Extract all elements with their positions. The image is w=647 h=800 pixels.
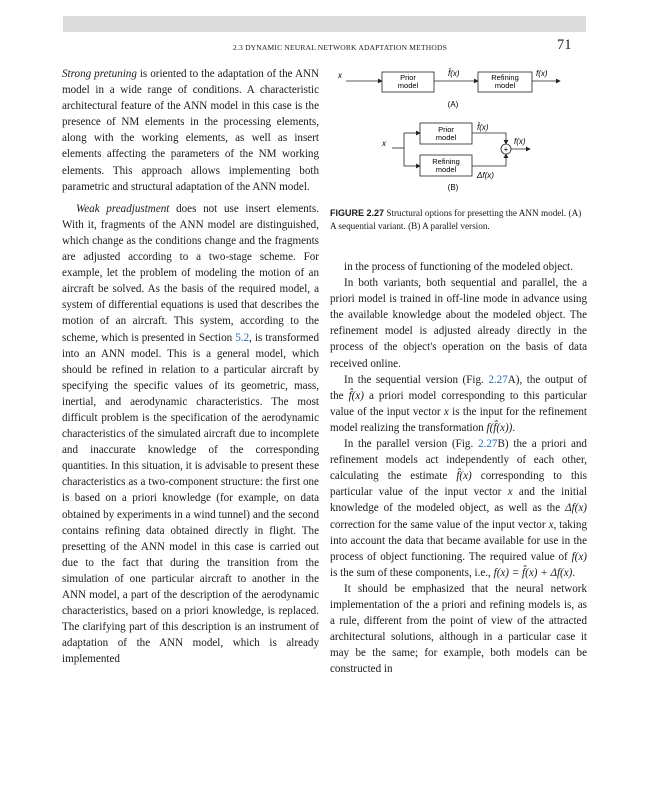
paragraph-text: is the sum of these components, i.e., [330, 566, 494, 579]
a-input-label: x [338, 71, 342, 80]
b-sum-sign: + [503, 145, 509, 154]
math-inline: f̂(x) [456, 470, 472, 483]
paragraph-strong-pretuning [62, 66, 319, 195]
paragraph-text: A), the output of the [330, 373, 587, 402]
paragraph-text: corresponding to this particular value of the input vector [330, 470, 587, 499]
section-link[interactable]: 5.2 [235, 331, 250, 344]
math-inline: x [548, 518, 554, 531]
b-top-signal: f̂(x) [477, 123, 489, 132]
paragraph-text: , taking into account the data that became available for use in the process of object functioning. The required value of [330, 518, 587, 563]
figure-2-27 [330, 62, 587, 212]
paragraph-emphasis: It should be emphasized that the neural network implementation of the a priori and refining models is, as a rule, different from the point of view of the attracted architectural solutions, although in a particular case it may be the same; for example, both models can be constructed in [330, 582, 587, 676]
math-inline: Δf(x) [565, 502, 587, 515]
paragraph-parallel [330, 436, 587, 581]
b-top-path [472, 133, 506, 144]
math-inline: f(x) [571, 550, 587, 563]
paragraph-both-variants: In both variants, both sequential and parallel, the a priori model is trained in off-line mode in advance using the available knowledge about the modeled object. The refinement model is adjusted already directly in the process of the object's operation on the basis of data received online. [330, 277, 587, 370]
paragraph-text: is oriented to the adaptation of the ANN model in a wide range of conditions. A characteristic architectural feature of the ANN model in this case is the presence of NM elements in the processing elements, along with the working elements, as well as insert elements affecting the parameters of the NM working elements. This approach allows implementing both parametric and structural adaptation of the ANN model. [62, 68, 319, 193]
paragraph-text: does not use insert elements. With it, fragments of the ANN model are distinguished, which change as the conditions change and the fragments are adjusted according to a two-stage scheme. For example, let the problem of modeling the motion of an aircraft be solved. As the basis of the required model, a system of differential equations is used that describes the motion of an aircraft. This system, according to the scheme, which is presented in Section [62, 202, 319, 344]
paragraph-sequential [330, 372, 587, 436]
paragraph-text: In the sequential version (Fig. [344, 373, 489, 386]
paragraph-text: , is transformed into an ANN model. This is a general model, which should be refined in relation to a particular aircraft by specifying the specific values of its geometric, mass, inertial, and aerodynamic characteristics. The most difficult problem is the specification of the aerodynamic characteristics of the simulated aircraft due to incomplete and inaccurate knowledge of the corresponding quantities. In this situation, it is advisable to present these characteristics as a two-component structure: the first one is based on a priori knowledge (for example, on data obtained by experiments in a wind tunnel) and the second contains refining data obtained directly in flight. The presetting of the ANN model in this case is carried out due to the fact that during the transition from the simulation of one particular aircraft to another in the ANN model, a part of the description of the aerodynamic characteristics, based on a priori knowledge, is replaced. The clarifying part of this description is an instrument of adaptation of the ANN model, which is already implemented [62, 331, 319, 666]
running-title: 2.3 DYNAMIC NEURAL NETWORK ADAPTATION METHODS [233, 43, 447, 52]
b-output-label: f(x) [514, 137, 526, 146]
a-mid-signal: f̂(x) [448, 69, 460, 78]
b-refining-label-2: model [435, 165, 457, 174]
math-inline: x [507, 486, 513, 499]
b-bottom-path [472, 154, 506, 166]
paragraph-text: B) the a priori and refinement models act independently of each other, calculating the estimate [330, 438, 587, 483]
paragraph-text: a priori model corresponding to this particular value of the input vector [330, 389, 588, 418]
left-column [62, 66, 319, 667]
term-strong-pretuning: Strong pretuning [62, 68, 137, 80]
paragraph-text: . [512, 421, 516, 434]
paragraph-text: and the initial knowledge of the modeled object, as well as the [330, 486, 587, 515]
a-refining-label-1: Refining [491, 73, 519, 82]
b-bottom-signal: Δf(x) [477, 171, 494, 180]
a-prior-label-1: Prior [400, 73, 416, 82]
caption-text: Structural options for presetting the ANN model. (A) A sequential variant. (B) A parallel version. [330, 208, 582, 231]
page-number: 71 [557, 37, 572, 53]
a-panel-label: (A) [447, 100, 459, 109]
paragraph-text: correction for the same value of the input vector [330, 518, 549, 531]
paragraph-text: In the parallel version (Fig. [344, 438, 479, 451]
math-inline: x [443, 405, 449, 418]
paragraph-weak-preadjustment [62, 201, 319, 668]
math-inline: f̂(x) [348, 389, 364, 402]
b-refining-label-1: Refining [432, 157, 460, 166]
a-output-label: f(x) [536, 69, 548, 78]
paragraph-text: . [572, 566, 576, 579]
math-inline: f(f̂(x)) [486, 421, 513, 434]
math-inline: f(x) = f̂(x) + Δf(x) [493, 566, 573, 579]
b-input-label: x [382, 139, 386, 148]
b-prior-label-1: Prior [438, 125, 454, 134]
figure-diagram [330, 62, 587, 212]
caption-label: FIGURE 2.27 [330, 208, 385, 218]
paragraph-continued: in the process of functioning of the modeled object. [344, 261, 573, 273]
figure-caption [330, 207, 587, 232]
figure-link[interactable]: 2.27 [478, 438, 498, 451]
b-panel-label: (B) [447, 183, 459, 192]
a-refining-label-2: model [494, 81, 516, 90]
header-bar [63, 16, 586, 32]
b-prior-label-2: model [435, 133, 457, 142]
figure-link[interactable]: 2.27 [488, 373, 508, 386]
paragraph-text: is the input for the refinement model realizing the transformation [330, 405, 587, 434]
right-column [330, 259, 587, 677]
term-weak-preadjustment: Weak preadjustment [76, 202, 170, 215]
a-prior-label-2: model [397, 81, 419, 90]
